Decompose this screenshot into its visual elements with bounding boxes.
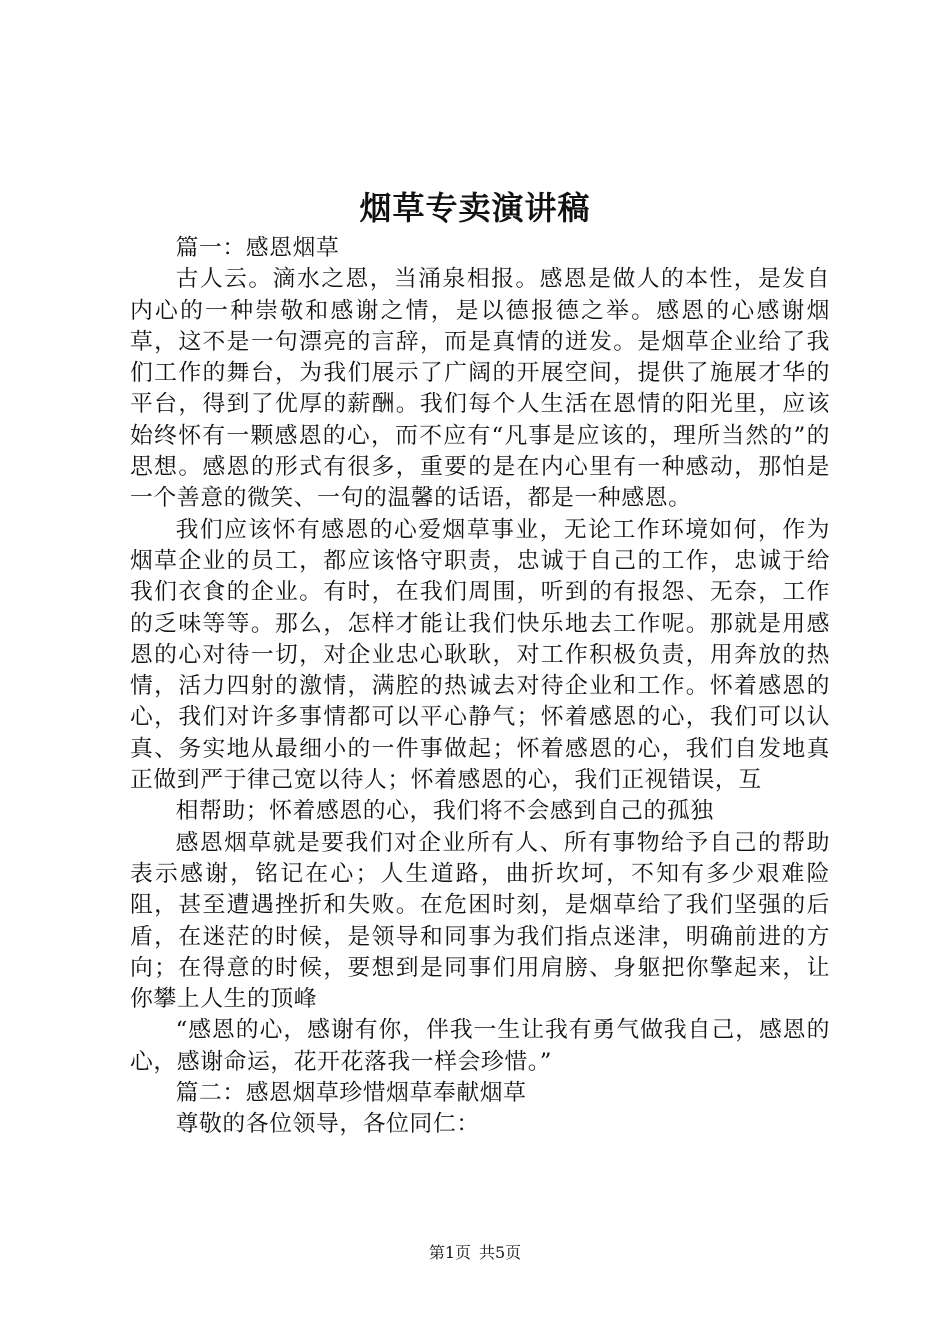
paragraph: 感恩烟草就是要我们对企业所有人、所有事物给予自己的帮助表示感谢，铭记在心；人生道路，曲折坎坷，不知有多少艰难险阻，甚至遭遇挫折和失败。在危困时刻，是烟草给了我们坚强的后盾，在迷茫的时候，是领导和同事为我们指点迷津，明确前进的方向；在得意的时候，要想到是同事们用肩膀、身躯把你擎起来，让你攀上人生的顶峰 bbox=[130, 829, 830, 1013]
page-footer bbox=[0, 1242, 950, 1264]
paragraph: 古人云。滴水之恩，当涌泉相报。感恩是做人的本性，是发自内心的一种崇敬和感谢之情，是以德报德之举。感恩的心感谢烟草，这不是一句漂亮的言辞，而是真情的迸发。是烟草企业给了我们工作的舞台，为我们展示了广阔的开展空间，提供了施展才华的平台，得到了优厚的薪酬。我们每个人生活在恩情的阳光里，应该始终怀有一颗感恩的心，而不应有“凡事是应该的，理所当然的”的思想。感恩的形式有很多，重要的是在内心里有一种感动，那怕是一个善意的微笑、一句的温馨的话语，都是一种感恩。 bbox=[130, 266, 830, 512]
paragraph: 我们应该怀有感恩的心爱烟草事业，无论工作环境如何，作为烟草企业的员工，都应该恪守职责，忠诚于自己的工作，忠诚于给我们衣食的企业。有时，在我们周围，听到的有报怨、无奈，工作的乏味等等。那么，怎样才能让我们快乐地去工作呢。那就是用感恩的心对待一切，对企业忠心耿耿，对工作积极负责，用奔放的热情，活力四射的激情，满腔的热诚去对待企业和工作。怀着感恩的心，我们对许多事情都可以平心静气；怀着感恩的心，我们可以认真、务实地从最细小的一件事做起；怀着感恩的心，我们自发地真正做到严于律己宽以待人；怀着感恩的心，我们正视错误，互 bbox=[130, 516, 830, 794]
document-body bbox=[130, 233, 830, 1141]
document-title: 烟草专卖演讲稿 bbox=[359, 189, 591, 227]
page-total: 共5页 bbox=[479, 1243, 522, 1262]
section-heading-2: 篇二：感恩烟草珍惜烟草奉献烟草 bbox=[175, 1080, 527, 1107]
paragraph: 相帮助；怀着感恩的心，我们将不会感到自己的孤独 bbox=[175, 798, 714, 825]
page-number: 第1页 bbox=[428, 1243, 471, 1262]
salutation: 尊敬的各位领导，各位同仁： bbox=[175, 1111, 480, 1138]
section-heading-1: 篇一：感恩烟草 bbox=[175, 235, 340, 261]
quote-paragraph: “感恩的心，感谢有你，伴我一生让我有勇气做我自己，感恩的心，感谢命运，花开花落我一样会珍惜。” bbox=[130, 1017, 830, 1075]
